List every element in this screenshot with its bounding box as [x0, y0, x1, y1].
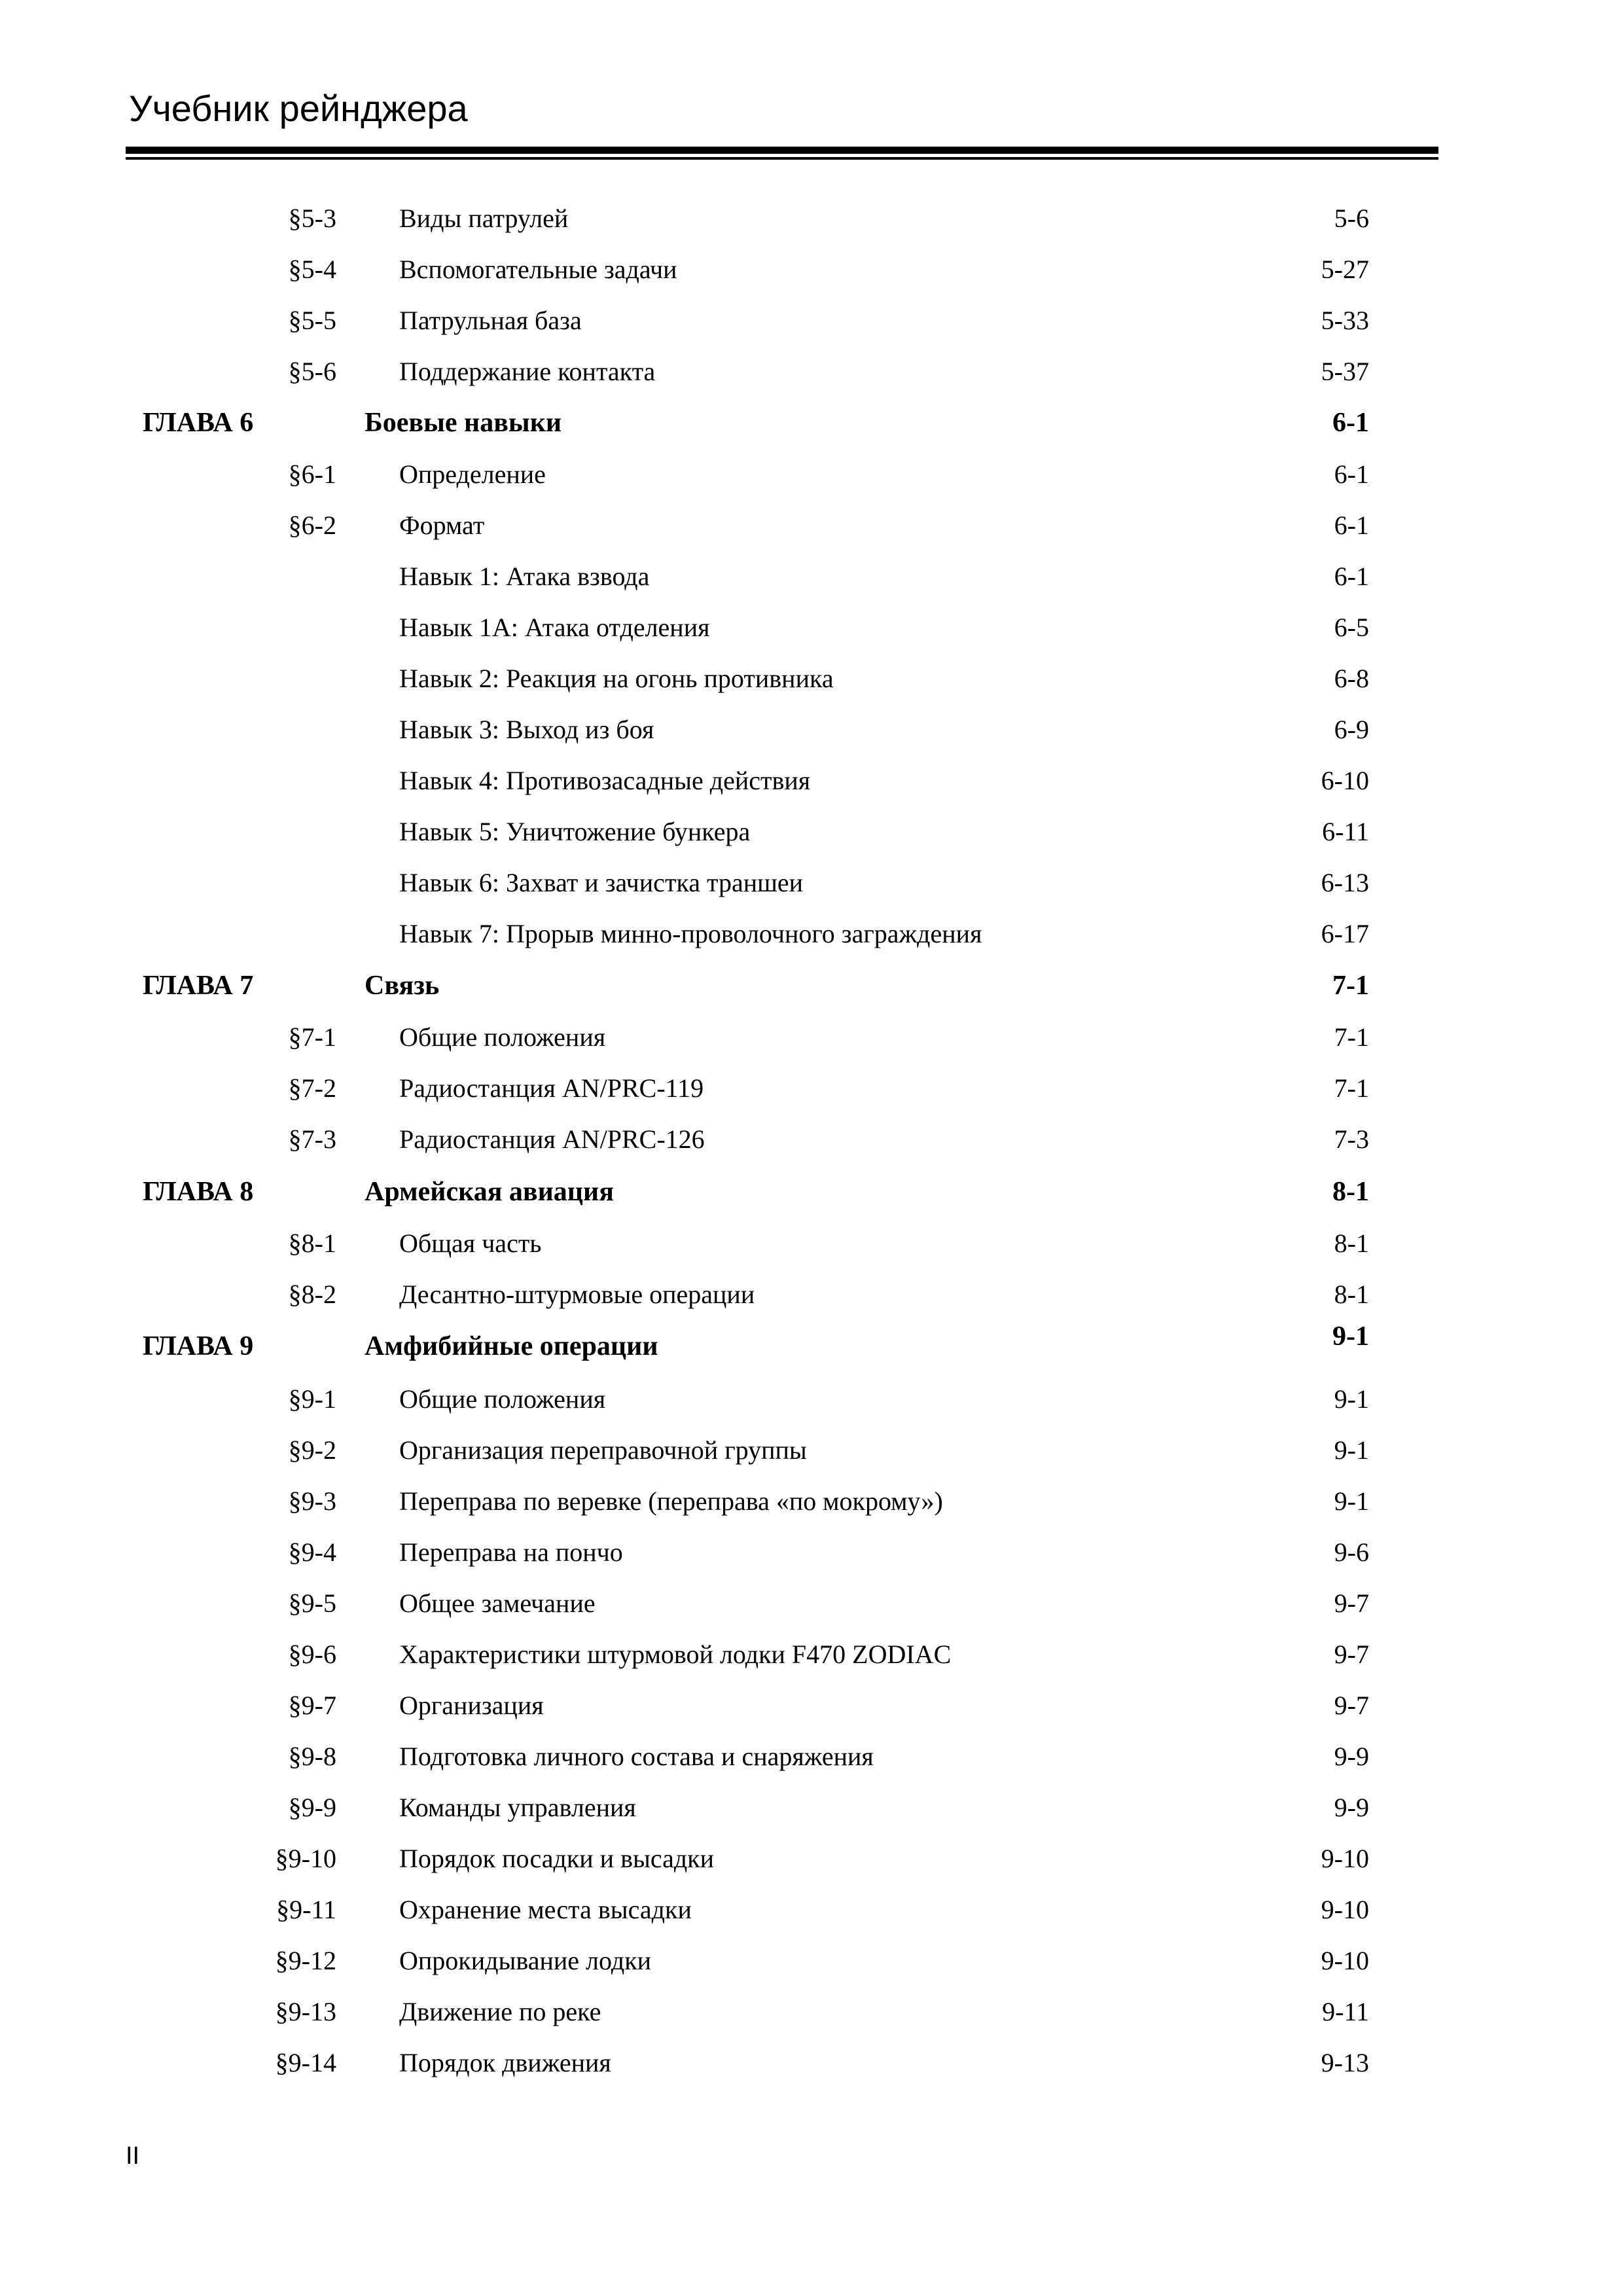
toc-page-number: 6-1 — [1334, 562, 1369, 591]
toc-page-number: 9-7 — [1334, 1588, 1369, 1618]
toc-page-number: 6-1 — [1332, 408, 1369, 438]
toc-entry-row — [0, 308, 1623, 347]
toc-entry-title: Переправа по веревке (переправа «по мокрому») — [399, 1486, 943, 1516]
toc-page-number: 8-1 — [1334, 1229, 1369, 1258]
toc-page-number: 6-8 — [1334, 664, 1369, 693]
toc-page-number: 7-3 — [1334, 1124, 1369, 1154]
toc-entry-title: Навык 5: Уничтожение бункера — [399, 817, 751, 846]
toc-page-number: 5-37 — [1321, 357, 1369, 386]
toc-entry-row — [0, 1075, 1623, 1115]
toc-chapter-row — [0, 409, 1623, 448]
toc-page-number: 6-10 — [1321, 766, 1369, 795]
toc-entry-title: Порядок движения — [399, 2048, 611, 2077]
toc-chapter-row — [0, 972, 1623, 1011]
toc-chapter-title: Армейская авиация — [365, 1177, 614, 1207]
toc-page-number: 5-6 — [1334, 204, 1369, 233]
toc-page-number: 9-10 — [1321, 1895, 1369, 1924]
toc-entry-row — [0, 870, 1623, 909]
toc-section-number: §9-2 — [288, 1435, 336, 1465]
toc-section-number: §5-6 — [288, 357, 336, 386]
toc-entry-title: Общие положения — [399, 1022, 606, 1052]
toc-page-number: 6-1 — [1334, 459, 1369, 489]
toc-entry-title: Характеристики штурмовой лодки F470 ZODIAC — [399, 1640, 952, 1669]
toc-entry-title: Навык 3: Выход из боя — [399, 715, 654, 744]
toc-entry-title: Радиостанция AN/PRC-126 — [399, 1124, 705, 1154]
toc-chapter-label: ГЛАВА 9 — [143, 1331, 254, 1361]
toc-entry-title: Охранение места высадки — [399, 1895, 692, 1924]
toc-entry-row — [0, 1024, 1623, 1064]
toc-entry-title: Переправа на пончо — [399, 1537, 623, 1567]
toc-entry-row — [0, 1744, 1623, 1783]
toc-page-number: 9-10 — [1321, 1946, 1369, 1975]
toc-entry-row — [0, 1539, 1623, 1579]
toc-chapter-title: Боевые навыки — [365, 408, 562, 438]
toc-entry-title: Команды управления — [399, 1793, 636, 1822]
toc-page-number: 9-9 — [1334, 1742, 1369, 1771]
toc-page-number: 9-11 — [1322, 1997, 1369, 2026]
toc-entry-title: Навык 2: Реакция на огонь противника — [399, 664, 834, 693]
toc-entry-row — [0, 1693, 1623, 1732]
toc-chapter-row — [0, 1321, 1623, 1372]
toc-entry-row — [0, 206, 1623, 245]
toc-page-number: 6-11 — [1322, 817, 1369, 846]
toc-entry-title: Определение — [399, 459, 546, 489]
toc-chapter-label: ГЛАВА 8 — [143, 1177, 254, 1207]
toc-entry-row — [0, 1897, 1623, 1936]
toc-entry-title: Поддержание контакта — [399, 357, 656, 386]
toc-entry-title: Навык 1: Атака взвода — [399, 562, 650, 591]
toc-entry-title: Десантно-штурмовые операции — [399, 1280, 755, 1309]
toc-entry-title: Порядок посадки и высадки — [399, 1844, 715, 1873]
toc-page-number: 9-9 — [1334, 1793, 1369, 1822]
toc-chapter-label: ГЛАВА 7 — [143, 971, 254, 1001]
toc-page-number: 9-10 — [1321, 1844, 1369, 1873]
toc-entry-row — [0, 819, 1623, 858]
toc-section-number: §9-10 — [275, 1844, 336, 1873]
toc-entry-row — [0, 359, 1623, 398]
toc-entry-title: Движение по реке — [399, 1997, 601, 2026]
toc-entry-row — [0, 461, 1623, 501]
toc-section-number: §9-8 — [288, 1742, 336, 1771]
toc-section-number: §5-4 — [288, 255, 336, 284]
toc-entry-row — [0, 512, 1623, 552]
toc-section-number: §9-14 — [275, 2048, 336, 2077]
toc-section-number: §6-2 — [288, 511, 336, 540]
toc-entry-title: Организация — [399, 1691, 544, 1720]
toc-entry-row — [0, 615, 1623, 654]
toc-section-number: §9-12 — [275, 1946, 336, 1975]
toc-entry-row — [0, 666, 1623, 705]
toc-entry-row — [0, 1126, 1623, 1166]
toc-entry-row — [0, 1282, 1623, 1321]
toc-section-number: §5-5 — [288, 306, 336, 335]
toc-entry-title: Навык 6: Захват и зачистка траншеи — [399, 868, 804, 897]
toc-page-number: 6-13 — [1321, 868, 1369, 897]
toc-entry-title: Общие положения — [399, 1384, 606, 1414]
toc-page-number: 9-13 — [1321, 2048, 1369, 2077]
toc-page-number: 9-1 — [1334, 1435, 1369, 1465]
toc-entry-row — [0, 768, 1623, 807]
toc-entry-title: Опрокидывание лодки — [399, 1946, 652, 1975]
toc-page-number: 9-1 — [1332, 1321, 1369, 1352]
toc-entry-title: Подготовка личного состава и снаряжения — [399, 1742, 874, 1771]
toc-section-number: §8-2 — [288, 1280, 336, 1309]
toc-page-number: 6-17 — [1321, 919, 1369, 948]
toc-section-number: §9-11 — [276, 1895, 336, 1924]
toc-entry-row — [0, 564, 1623, 603]
toc-page-number: 7-1 — [1334, 1022, 1369, 1052]
toc-page-number: 5-33 — [1321, 306, 1369, 335]
toc-entry-row — [0, 1230, 1623, 1270]
toc-entry-row — [0, 1437, 1623, 1477]
footer-page-number: II — [126, 2142, 140, 2170]
toc-entry-title: Вспомогательные задачи — [399, 255, 677, 284]
toc-entry-row — [0, 2050, 1623, 2089]
toc-section-number: §9-6 — [288, 1640, 336, 1669]
toc-entry-row — [0, 921, 1623, 960]
toc-page-number: 9-6 — [1334, 1537, 1369, 1567]
toc-page-number: 6-5 — [1334, 613, 1369, 642]
toc-section-number: §9-13 — [275, 1997, 336, 2026]
toc-chapter-label: ГЛАВА 6 — [143, 408, 254, 438]
toc-entry-row — [0, 1846, 1623, 1885]
running-header-title: Учебник рейнджера — [129, 88, 468, 129]
toc-page-number: 6-9 — [1334, 715, 1369, 744]
toc-entry-row — [0, 1641, 1623, 1681]
toc-section-number: §9-5 — [288, 1588, 336, 1618]
toc-section-number: §7-1 — [288, 1022, 336, 1052]
toc-page-number: 6-1 — [1334, 511, 1369, 540]
toc-chapter-row — [0, 1178, 1623, 1217]
toc-section-number: §7-3 — [288, 1124, 336, 1154]
toc-page-number: 8-1 — [1332, 1177, 1369, 1207]
toc-entry-row — [0, 717, 1623, 756]
toc-entry-title: Общая часть — [399, 1229, 542, 1258]
toc-section-number: §7-2 — [288, 1073, 336, 1103]
toc-page-number: 9-7 — [1334, 1640, 1369, 1669]
toc-entry-row — [0, 1999, 1623, 2038]
toc-page-number: 5-27 — [1321, 255, 1369, 284]
toc-entry-title: Общее замечание — [399, 1588, 596, 1618]
toc-entry-row — [0, 1948, 1623, 1987]
toc-section-number: §9-9 — [288, 1793, 336, 1822]
toc-page-number: 7-1 — [1332, 971, 1369, 1001]
toc-entry-title: Навык 1А: Атака отделения — [399, 613, 710, 642]
toc-chapter-title: Связь — [365, 971, 440, 1001]
toc-entry-title: Формат — [399, 511, 485, 540]
toc-entry-title: Навык 4: Противозасадные действия — [399, 766, 811, 795]
toc-page-number: 8-1 — [1334, 1280, 1369, 1309]
toc-section-number: §9-1 — [288, 1384, 336, 1414]
toc-page-number: 9-7 — [1334, 1691, 1369, 1720]
toc-entry-row — [0, 257, 1623, 296]
toc-section-number: §5-3 — [288, 204, 336, 233]
toc-page-number: 9-1 — [1334, 1486, 1369, 1516]
toc-entry-title: Радиостанция AN/PRC-119 — [399, 1073, 704, 1103]
toc-section-number: §8-1 — [288, 1229, 336, 1258]
toc-entry-title: Виды патрулей — [399, 204, 569, 233]
toc-entry-row — [0, 1590, 1623, 1630]
toc-page-number: 9-1 — [1334, 1384, 1369, 1414]
toc-entry-row — [0, 1488, 1623, 1528]
toc-entry-title: Организация переправочной группы — [399, 1435, 807, 1465]
toc-entry-row — [0, 1386, 1623, 1426]
toc-entry-title: Навык 7: Прорыв минно-проволочного заграждения — [399, 919, 982, 948]
toc-section-number: §9-3 — [288, 1486, 336, 1516]
toc-chapter-title: Амфибийные операции — [365, 1331, 658, 1361]
toc-page-number: 7-1 — [1334, 1073, 1369, 1103]
toc-section-number: §6-1 — [288, 459, 336, 489]
toc-section-number: §9-4 — [288, 1537, 336, 1567]
toc-entry-row — [0, 1795, 1623, 1834]
toc-entry-title: Патрульная база — [399, 306, 582, 335]
toc-section-number: §9-7 — [288, 1691, 336, 1720]
